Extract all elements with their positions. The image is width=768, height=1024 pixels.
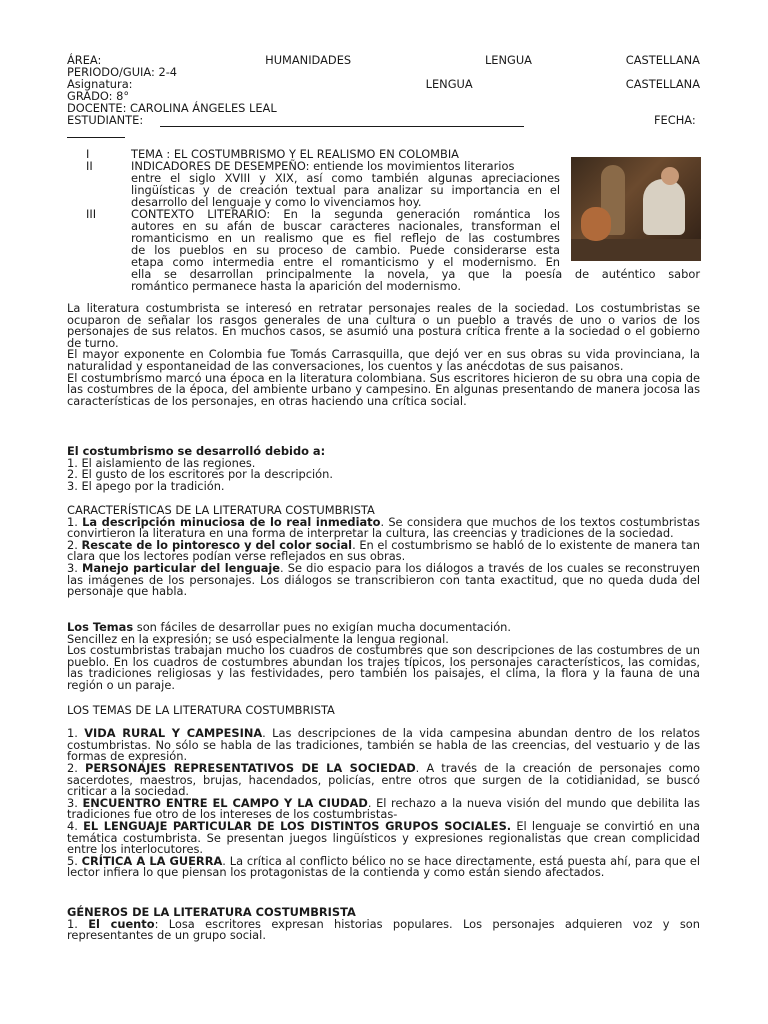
desarrollo-item-3: 3. El apego por la tradición. <box>67 478 225 493</box>
item2-line-2: lingüísticas y de creación textual para analizar su importancia en el <box>131 183 560 197</box>
costumbrista-painting <box>571 157 701 261</box>
desarrollo-item-2: 2. El gusto de los escritores por la descripción. <box>67 467 333 482</box>
body-intro <box>67 303 700 407</box>
generos-title: GÉNEROS DE LA LITERATURA COSTUMBRISTA <box>67 905 356 919</box>
item3-num: III <box>86 207 97 221</box>
area-label: ÁREA: <box>67 53 102 67</box>
tema-5: 5. CRÍTICA A LA GUERRA. La crítica al conflicto bélico no se hace directamente, está puesta ahí, para que el lector infiera lo que piensan los protagonistas de la contienda y como están siendo afectados. <box>67 853 700 880</box>
caracteristica-1: 1. La descripción minuciosa de lo real inmediato. Se considera que muchos de los textos costumbristas convirtieron la literatura en una forma de interpretar la cultura, las creencias y tradiciones de la sociedad. <box>67 514 700 541</box>
tema-3: 3. ENCUENTRO ENTRE EL CAMPO Y LA CIUDAD. El rechazo a la nueva visión del mundo que debilita las tradiciones fue otro de los intereses de los costumbristas- <box>67 795 700 822</box>
item2-line-1: entre el siglo XVIII y XIX, así como también algunas apreciaciones <box>131 171 560 185</box>
temas-section <box>67 705 700 879</box>
temas-title: LOS TEMAS DE LA LITERATURA COSTUMBRISTA <box>67 703 335 717</box>
docente: DOCENTE: CAROLINA ÁNGELES LEAL <box>67 101 277 115</box>
item3-line-1: autores en su afán de buscar caracteres nacionales, transforman el <box>131 219 560 233</box>
tema-4: 4. EL LENGUAJE PARTICULAR DE LOS DISTINTOS GRUPOS SOCIALES. El lenguaje se convirtió en una temática costumbrista. Se presentan juegos lingüísticos y expresiones regionalistas que crean complicidad entre los interlocutores. <box>67 818 700 857</box>
desarrollo-title: El costumbrismo se desarrolló debido a: <box>67 444 326 458</box>
item1-num: I <box>86 147 90 161</box>
item2-num: II <box>86 159 93 173</box>
item1-text: TEMA : EL COSTUMBRISMO Y EL REALISMO EN COLOMBIA <box>131 147 459 161</box>
sencillez: Sencillez en la expresión; se usó especialmente la lengua regional. <box>67 631 449 646</box>
tema-2: 2. PERSONAJES REPRESENTATIVOS DE LA SOCIEDAD. A través de la creación de personajes como sacerdotes, maestros, brujas, hacendados, policías, entre otros que surgen de la cotidianidad, se buscó criticar a la sociedad. <box>67 760 700 799</box>
area-value-3: CASTELLANA <box>625 53 700 67</box>
item3-line-4: etapa como intermedia entre el romanticismo y el modernismo. En <box>131 255 560 269</box>
paragraph-2: El mayor exponente en Colombia fue Tomás Carrasquilla, que dejó ver en sus obras su vida provinciana, la naturalidad y espontaneidad de las conversaciones, los cuentos y las anécdotas de sus paisanos. <box>67 347 700 373</box>
temas-intro-section <box>67 622 700 692</box>
paragraph-1: La literatura costumbrista se interesó en retratar personajes reales de la sociedad. Los costumbristas se ocuparon de señalar los rasgos generales de una cultura o un pueblo a través de uno o varios de los personajes de sus relatos. En muchos casos, se asumió una postura crítica frente a la sociedad o el gobierno de turno. <box>67 301 700 350</box>
item2-line-3: desarrollo del lenguaje y como lo vivenciamos hoy. <box>131 195 422 209</box>
fecha-label: FECHA: <box>654 113 696 127</box>
item3-line-3: de los pueblos en su proceso de cambio. Puede considerarse esta <box>131 243 560 257</box>
desarrollo-item-1: 1. El aislamiento de las regiones. <box>67 455 256 470</box>
item3-line-0: CONTEXTO LITERARIO: En la segunda generación romántica los <box>131 207 560 221</box>
asignatura-label: Asignatura: <box>67 77 133 91</box>
generos-section <box>67 907 700 942</box>
area-value-2: LENGUA <box>484 53 532 67</box>
grado: GRADO: 8° <box>67 89 130 103</box>
estudiante-underline <box>160 126 524 127</box>
item3-line-5: ella se desarrollan principalmente la novela, ya que la poesía de auténtico sabor <box>131 267 700 281</box>
caracteristica-3: 3. Manejo particular del lenguaje. Se dio espacio para los diálogos a través de los cuales se reconstruyen las imágenes de los personajes. Los diálogos se transcribieron con tanta exactitud, que no queda duda del personaje que habla. <box>67 560 700 599</box>
asignatura-value-2: CASTELLANA <box>625 77 700 91</box>
caracteristica-2: 2. Rescate de lo pintoresco y del color social. En el costumbrismo se habló de lo existente de manera tan clara que los lectores podían verse reflejados en sus obras. <box>67 537 700 564</box>
tema-1: 1. VIDA RURAL Y CAMPESINA. Las descripciones de la vida campesina abundan dentro de los relatos costumbristas. No sólo se habla de las tradiciones, también se habla de las creencias, del vestuario y de las formas de expresión. <box>67 726 700 764</box>
item2-line-0: INDICADORES DE DESEMPEÑO: entiende los movimientos literarios <box>131 159 515 173</box>
caracteristicas-section <box>67 505 700 598</box>
area-value: HUMANIDADES <box>265 53 352 67</box>
item3-line-6: romántico permanece hasta la aparición del modernismo. <box>131 279 461 293</box>
fecha-underline <box>67 137 125 138</box>
paragraph-4: Los costumbristas trabajan mucho los cuadros de costumbres que son descripciones de las costumbres de un pueblo. En los cuadros de costumbres abundan los trajes típicos, los personajes característicos, las comidas, las tradiciones religiosas y las festividades, pero también los paisajes, el clima, la flora y la fauna de una región o un paraje. <box>67 643 700 692</box>
asignatura-value: LENGUA <box>425 77 473 91</box>
estudiante-label: ESTUDIANTE: <box>67 113 144 127</box>
genero-1: 1. El cuento: Losa escritores expresan historias populares. Los personajes adquieren voz y son representantes de un grupo social. <box>67 916 700 943</box>
item3-line-2: romanticismo en un realismo que es fiel reflejo de las costumbres <box>131 231 560 245</box>
paragraph-3: El costumbrismo marcó una época en la literatura colombiana. Sus escritores hicieron de su obra una copia de las costumbres de la época, del ambiente urbano y campesino. En algunas presentando de manera jocosa las características de los personajes, en otras haciendo una crítica social. <box>67 370 700 408</box>
desarrollo-section <box>67 446 700 492</box>
temas-intro: Los Temas son fáciles de desarrollar pues no exigían mucha documentación. <box>67 620 512 634</box>
periodo: PERIODO/GUIA: 2-4 <box>67 65 178 79</box>
caracteristicas-title: CARACTERÍSTICAS DE LA LITERATURA COSTUMBRISTA <box>67 503 375 517</box>
asignatura-row <box>67 79 700 91</box>
